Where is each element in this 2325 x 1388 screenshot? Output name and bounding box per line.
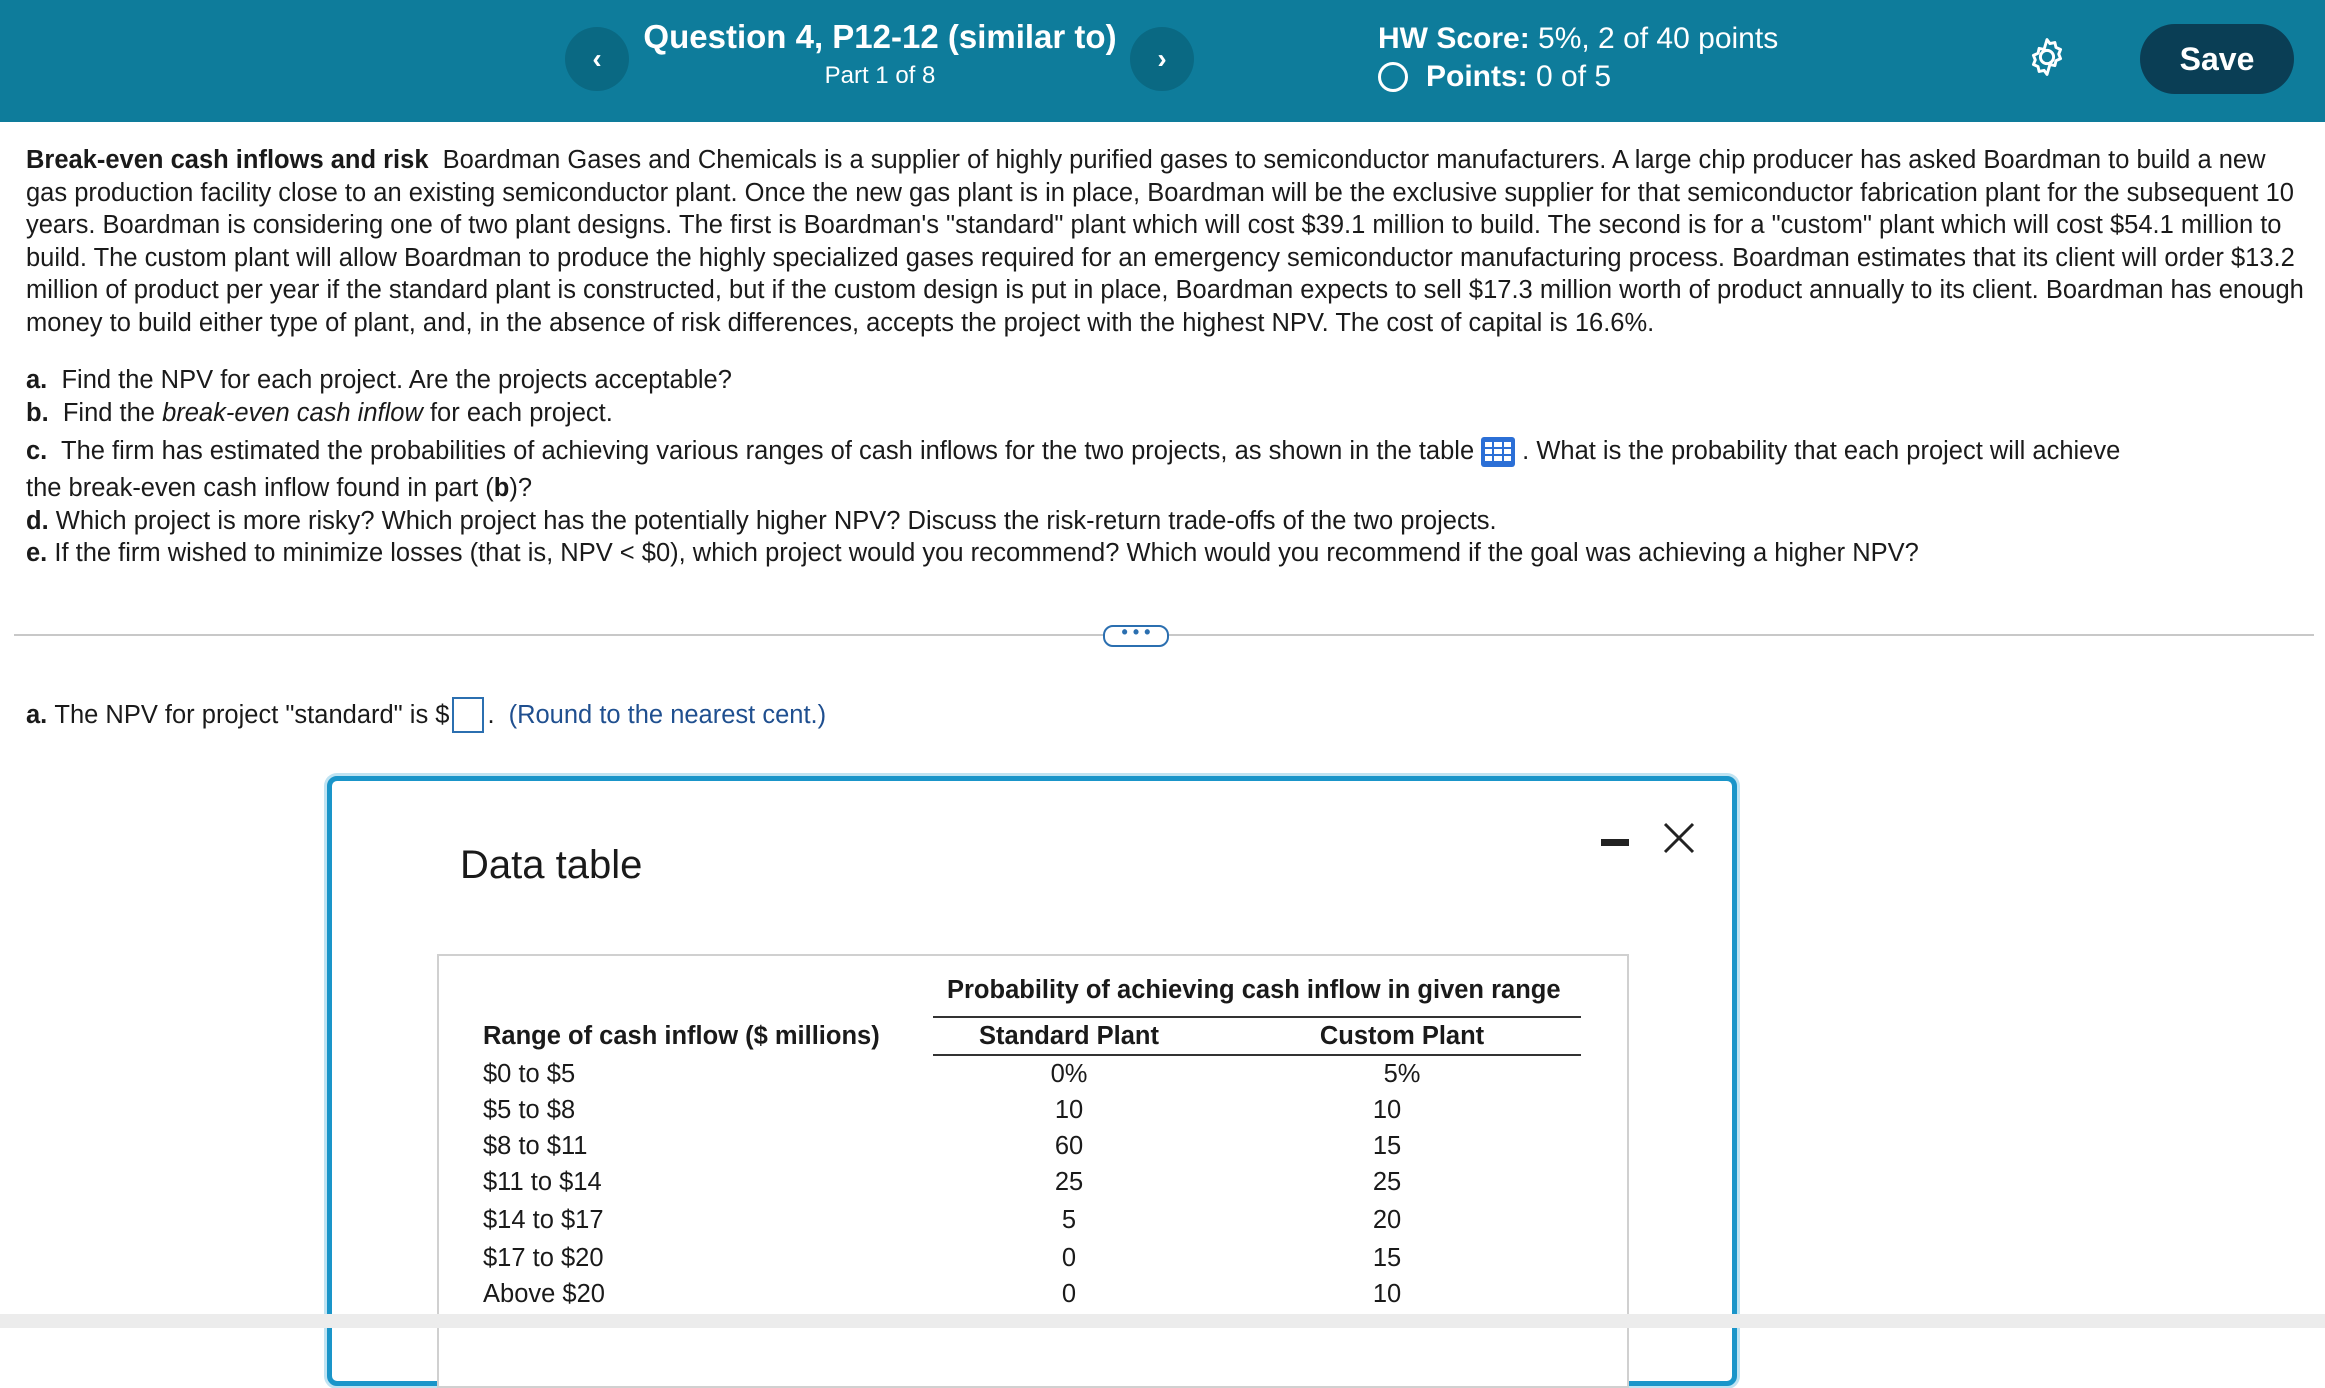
custom-cell: 25 [1372,1168,1402,1196]
problem-text: Boardman Gases and Chemicals is a supplier of highly purified gases to semiconductor manufacturers. A large chip producer has asked Boardman to build a new gas production facility close to an existing semiconductor plant. Once the new gas plant is in place, Boardman will be the exclusive supplier for that semiconductor fabrication plant for the subsequent 10 years. Boardman is considering one of two plant designs. The first is Boardman's "standard" plant which will cost $39.1 million to build. The second is for a "custom" plant which will cost $54.1 million to build. The custom plant will allow Boardman to produce the highly specialized gases required for an emergency semiconductor manufacturing process. Boardman estimates that its client will order $13.2 million of product per year if the standard plant is constructed, but if the custom design is put in place, Boardman expects to sell $17.3 million worth of product annually to its client. Boardman has enough money to build either type of plant, and, in the absence of risk differences, accepts the project with the highest NPV. The cost of capital is 16.6%. [26,146,2304,337]
group-header-rule [933,1016,1581,1018]
question-c-text-3: the break-even cash inflow found in part ( [26,474,494,503]
question-c-letter: c. [26,437,48,465]
chevron-left-icon: ‹ [592,43,602,74]
question-c-text: The firm has estimated the probabilities of achieving various ranges of cash inflows for the two projects, as shown in the table [61,437,1475,465]
range-cell: $14 to $17 [483,1206,604,1234]
hw-score-label: HW Score: [1378,22,1530,55]
standard-cell: 0 [1061,1280,1077,1308]
column-header-custom: Custom Plant [1319,1022,1485,1050]
table-icon[interactable] [1480,436,1516,468]
chevron-right-icon: › [1157,43,1167,74]
question-b-text-end: for each project. [422,398,613,427]
header-bar [0,0,2325,122]
close-icon[interactable] [1660,819,1698,857]
range-cell: Above $20 [483,1280,605,1308]
next-question-button[interactable] [1130,27,1194,91]
question-d [26,505,2306,538]
question-c-text-4: )? [509,474,533,503]
range-cell: $11 to $14 [483,1168,602,1196]
points-label: Points: [1426,60,1528,93]
rounding-hint: (Round to the nearest cent.) [508,700,827,729]
range-cell: $17 to $20 [483,1244,604,1272]
custom-cell: 20 [1372,1206,1402,1234]
save-button[interactable]: Save [2140,24,2294,94]
points [1378,60,1611,94]
question-b-letter: b. [26,398,49,427]
column-header-rule [933,1054,1581,1056]
minimize-icon[interactable] [1601,839,1629,846]
data-table-dialog [327,776,1737,1386]
standard-cell: 0% [1050,1060,1088,1088]
standard-cell: 0 [1061,1244,1077,1272]
problem-heading: Break-even cash inflows and risk [26,146,429,174]
question-c-text-2: . What is the probability that each project will achieve [1522,437,2121,465]
question-a-letter: a. [26,366,48,394]
question-c-part-ref: b [493,474,510,503]
question-a-text: Find the NPV for each project. Are the projects acceptable? [61,366,732,394]
previous-question-button[interactable] [565,27,629,91]
column-header-standard: Standard Plant [979,1022,1159,1050]
custom-cell: 15 [1372,1132,1402,1160]
dialog-title: Data table [460,843,643,887]
range-cell: $5 to $8 [483,1096,576,1124]
bottom-strip [0,1314,2325,1328]
custom-cell: 15 [1372,1244,1402,1272]
custom-cell: 10 [1372,1096,1402,1124]
expand-more-button[interactable]: • • • [1103,625,1169,647]
standard-cell: 5 [1061,1206,1077,1234]
question-d-text: Which project is more risky? Which project has the potentially higher NPV? Discuss the risk-return trade-offs of the two projects. [55,506,1497,535]
question-part: Part 1 of 8 [824,62,936,89]
question-list [26,364,2306,570]
column-header-range: Range of cash inflow ($ millions) [483,1022,880,1050]
answer-letter: a. [26,700,48,729]
group-header: Probability of achieving cash inflow in given range [947,976,1561,1004]
standard-cell: 60 [1054,1132,1084,1160]
gear-icon[interactable] [2025,35,2069,79]
question-d-letter: d. [26,506,49,535]
question-b-emphasis: break-even cash inflow [162,398,423,427]
question-c-continued [26,472,2306,505]
problem-statement [26,144,2306,339]
range-cell: $8 to $11 [483,1132,588,1160]
question-a [26,364,2306,397]
hw-score [1378,22,1778,56]
custom-cell: 5% [1383,1060,1421,1088]
standard-cell: 25 [1054,1168,1084,1196]
question-title: Question 4, P12-12 (similar to) [643,18,1117,55]
npv-standard-input[interactable] [452,697,484,733]
standard-cell: 10 [1054,1096,1084,1124]
question-e-text: If the firm wished to minimize losses (that is, NPV < $0), which project would you recommend? Which would you recommend if the goal was achieving a higher NPV? [54,539,1919,568]
custom-cell: 10 [1372,1280,1402,1308]
question-b [26,397,2306,430]
question-c [26,435,2306,468]
answer-suffix: . [487,700,495,729]
points-value: 0 of 5 [1536,60,1612,93]
points-status-icon [1378,62,1408,92]
hw-score-value: 5%, 2 of 40 points [1538,22,1779,55]
question-e-letter: e. [26,539,48,568]
question-e [26,537,2306,570]
question-b-text: Find the [62,398,163,427]
answer-prompt: The NPV for project "standard" is $ [54,700,450,729]
range-cell: $0 to $5 [483,1060,576,1088]
answer-row [26,697,826,733]
